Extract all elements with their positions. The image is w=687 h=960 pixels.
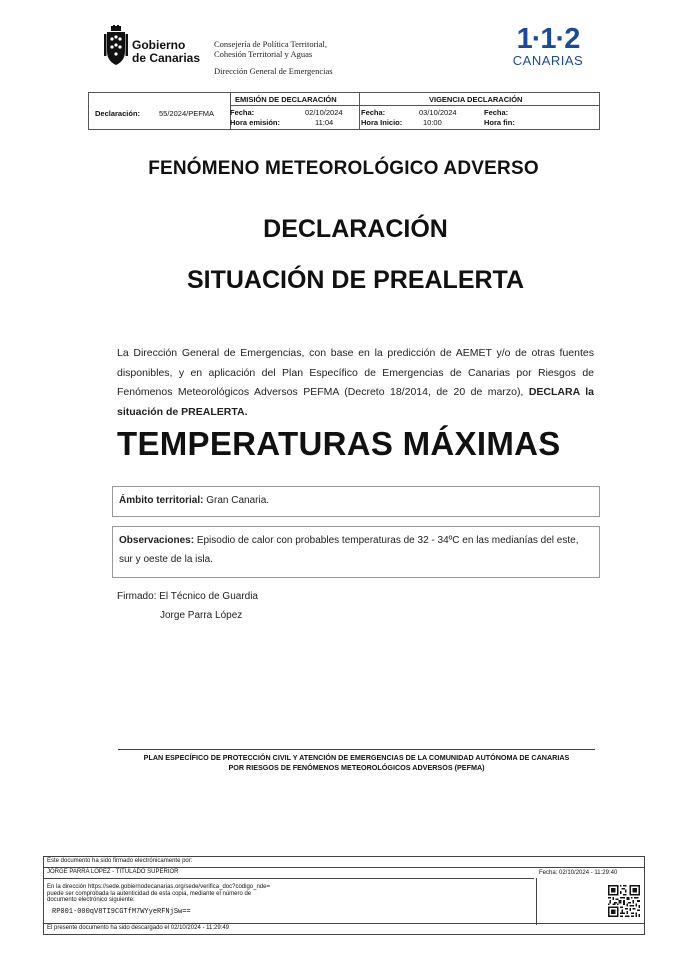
emision-header: EMISIÓN DE DECLARACIÓN xyxy=(235,95,337,104)
consejeria-name xyxy=(214,39,327,59)
fecha-firma: Fecha: 02/10/2024 - 11:29:40 xyxy=(539,870,618,876)
emision-fecha-value: 02/10/2024 xyxy=(305,108,343,117)
verification-line2: puede ser comprobada la autenticidad de esta copia, mediante el número de xyxy=(47,890,252,897)
declaracion-label: Declaración: xyxy=(95,109,141,118)
consejeria-line1: Consejería de Política Territorial, xyxy=(214,39,328,49)
org-name xyxy=(132,39,200,65)
document-code: RP001-000qV8TI9CGTfM7WYyeRFNjSw== xyxy=(52,908,191,916)
descargado-text: El presente documento ha sido descargado el 02/10/2024 - 11:29:49 xyxy=(47,925,230,931)
observaciones-value: Episodio de calor con probables temperaturas de 32 - 34ºC en las medianías del este, sur y oeste de la isla. xyxy=(119,535,579,565)
ambito-label: Ámbito territorial: xyxy=(119,495,204,506)
vigencia-hora-label: Hora Inicio: xyxy=(361,118,403,127)
title-situacion: SITUACIÓN DE PREALERTA xyxy=(186,266,525,294)
firma-block xyxy=(117,587,258,625)
logo-112-canarias xyxy=(508,24,588,72)
emision-hora-label: Hora emisión: xyxy=(230,118,281,127)
ambito-value: Gran Canaria. xyxy=(206,495,270,506)
plan-line1: PLAN ESPECÍFICO DE PROTECCIÓN CIVIL Y ATENCIÓN DE EMERGENCIAS DE LA COMUNIDAD AUTÓNOMA DE CANARIAS xyxy=(143,753,570,762)
coat-of-arms-icon xyxy=(104,25,128,67)
direccion-general: Dirección General de Emergencias xyxy=(214,66,333,76)
plan-line2: POR RIESGOS DE FENÓMENOS METEOROLÓGICOS ADVERSOS (PEFMA) xyxy=(228,763,485,772)
vigencia-hora-value: 10:00 xyxy=(423,118,442,127)
plan-footer xyxy=(118,749,595,773)
verification-text xyxy=(47,884,270,904)
org-name-line2: de Canarias xyxy=(132,51,201,65)
firma-name: Jorge Parra López xyxy=(160,610,243,621)
verification-line3: documento electrónico siguiente: xyxy=(47,897,135,903)
gobierno-canarias-logo xyxy=(104,25,204,69)
phenomenon-title: TEMPERATURAS MÁXIMAS xyxy=(117,425,561,462)
emision-hora-value: 11:04 xyxy=(315,118,334,127)
declaration-paragraph xyxy=(117,344,594,422)
title-declaracion: DECLARACIÓN xyxy=(263,215,448,243)
firmado-text: Este documento ha sido firmado electrónicamente por: xyxy=(47,858,193,864)
ambito-box xyxy=(112,486,600,517)
observaciones-label: Observaciones: xyxy=(119,535,195,546)
fin-hora-label: Hora fin: xyxy=(484,118,515,127)
declaracion-value: 55/2024/PEFMA xyxy=(159,109,215,118)
logo-112-number: 1·1·2 xyxy=(516,23,580,55)
paragraph-bold-text: DECLARA la situación de PREALERTA. xyxy=(117,386,594,418)
org-name-line1: Gobierno xyxy=(132,38,186,52)
vigencia-header: VIGENCIA DECLARACIÓN xyxy=(429,95,523,104)
title-fenomeno: FENÓMENO METEOROLÓGICO ADVERSO xyxy=(148,158,539,179)
observaciones-box xyxy=(112,526,600,578)
signature-box xyxy=(43,856,645,935)
firma-label: Firmado: El Técnico de Guardia xyxy=(117,591,258,602)
consejeria-line2: Cohesión Territorial y Aguas xyxy=(214,49,313,59)
paragraph-text: La Dirección General de Emergencias, con base en la predicción de AEMET y/o de otras fuentes disponibles, y en aplicación del Plan Específico de Emergencias de Canarias por Riesgos de Fenómenos Meteorológicos Adversos PEFMA (Decreto 18/2014, de 20 de marzo), xyxy=(117,347,594,398)
vigencia-fecha-value: 03/10/2024 xyxy=(419,108,457,117)
logo-112-text: CANARIAS xyxy=(512,53,584,68)
vigencia-fecha-label: Fecha: xyxy=(361,108,386,117)
verification-line1: En la dirección https://sede.gobiernodecanarias.org/sede/verifica_doc?codigo_nde= xyxy=(47,884,270,890)
qr-code-icon xyxy=(608,885,640,917)
declaration-table xyxy=(88,92,600,130)
emision-fecha-label: Fecha: xyxy=(230,108,255,117)
fin-fecha-label: Fecha: xyxy=(484,108,509,117)
firmante: JORGE PARRA LOPEZ - TITULADO SUPERIOR xyxy=(47,869,179,875)
